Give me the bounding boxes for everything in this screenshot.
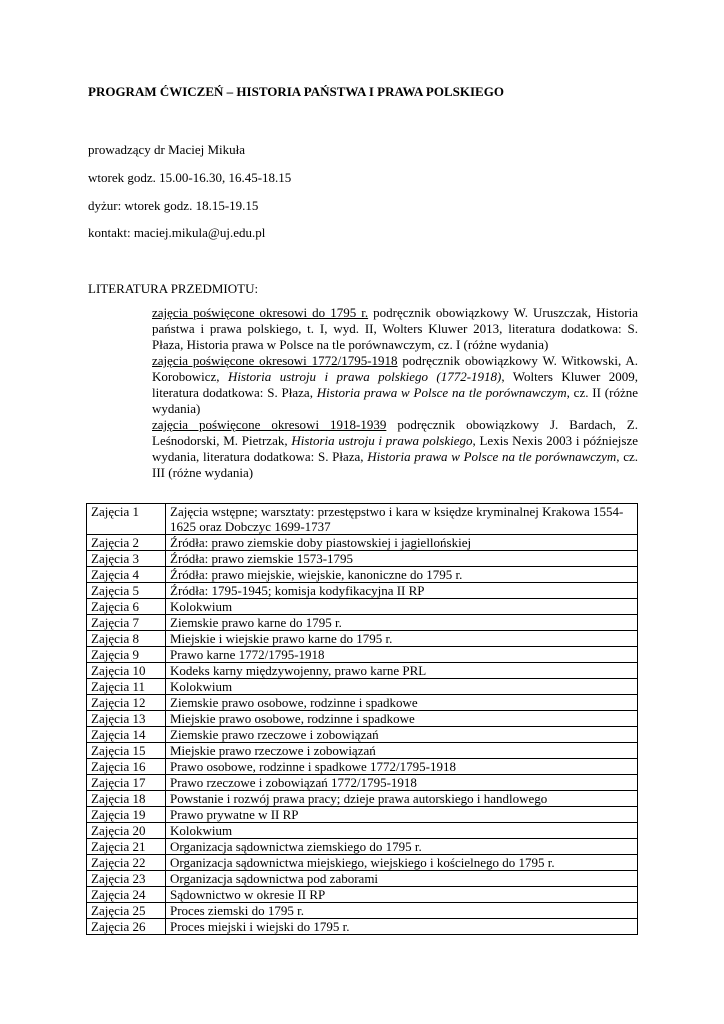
- literature-text: podręcznik obowiązkowy W. Witkowski, A. Korobowicz,: [152, 353, 638, 384]
- session-number-cell: Zajęcia 7: [87, 615, 166, 631]
- sessions-table-body: [87, 504, 638, 935]
- table-row: [87, 583, 638, 599]
- literature-period-label: zajęcia poświęcone okresowi 1918-1939: [152, 417, 387, 432]
- table-row: [87, 871, 638, 887]
- table-row: [87, 887, 638, 903]
- table-row: [87, 807, 638, 823]
- literature-list: [152, 305, 638, 481]
- session-number-cell: Zajęcia 14: [87, 727, 166, 743]
- session-number-cell: Zajęcia 10: [87, 663, 166, 679]
- table-row: [87, 823, 638, 839]
- literature-period-label: zajęcia poświęcone okresowi 1772/1795-1918: [152, 353, 398, 368]
- session-topic-cell: Prawo rzeczowe i zobowiązań 1772/1795-1918: [166, 775, 638, 791]
- literature-book-title: Historia ustroju i prawa polskiego: [291, 433, 473, 448]
- session-number-cell: Zajęcia 4: [87, 567, 166, 583]
- contact-line: kontakt: maciej.mikula@uj.edu.pl: [88, 225, 266, 240]
- table-row: [87, 695, 638, 711]
- literature-book-title: Historia prawa w Polsce na tle porównawczym: [316, 385, 567, 400]
- table-row: [87, 711, 638, 727]
- table-row: [87, 551, 638, 567]
- class-schedule-line: wtorek godz. 15.00-16.30, 16.45-18.15: [88, 170, 292, 185]
- literature-entry: [152, 417, 638, 481]
- table-row: [87, 919, 638, 935]
- session-topic-cell: Miejskie i wiejskie prawo karne do 1795 r.: [166, 631, 638, 647]
- session-number-cell: Zajęcia 26: [87, 919, 166, 935]
- literature-entry: [152, 353, 638, 417]
- session-number-cell: Zajęcia 20: [87, 823, 166, 839]
- literature-text: , cz. III (różne wydania): [152, 449, 638, 480]
- session-number-cell: Zajęcia 25: [87, 903, 166, 919]
- table-row: [87, 663, 638, 679]
- session-topic-cell: Ziemskie prawo rzeczowe i zobowiązań: [166, 727, 638, 743]
- literature-text: , Wolters Kluwer 2009, literatura dodatkowa: S. Płaza,: [152, 369, 638, 400]
- session-topic-cell: Źródła: prawo ziemskie doby piastowskiej i jagiellońskiej: [166, 535, 638, 551]
- session-number-cell: Zajęcia 8: [87, 631, 166, 647]
- session-number-cell: Zajęcia 16: [87, 759, 166, 775]
- literature-period-label: zajęcia poświęcone okresowi do 1795 r.: [152, 305, 369, 320]
- session-number-cell: Zajęcia 18: [87, 791, 166, 807]
- literature-book-title: Historia prawa w Polsce na tle porównawczym: [367, 449, 617, 464]
- session-number-cell: Zajęcia 2: [87, 535, 166, 551]
- session-topic-cell: Źródła: prawo ziemskie 1573-1795: [166, 551, 638, 567]
- session-topic-cell: Źródła: 1795-1945; komisja kodyfikacyjna II RP: [166, 583, 638, 599]
- session-number-cell: Zajęcia 3: [87, 551, 166, 567]
- session-number-cell: Zajęcia 12: [87, 695, 166, 711]
- table-row: [87, 647, 638, 663]
- session-topic-cell: Prawo osobowe, rodzinne i spadkowe 1772/1795-1918: [166, 759, 638, 775]
- session-topic-cell: Proces miejski i wiejski do 1795 r.: [166, 919, 638, 935]
- table-row: [87, 727, 638, 743]
- literature-text: , Lexis Nexis 2003 i późniejsze wydania, literatura dodatkowa: S. Płaza,: [152, 433, 639, 464]
- session-number-cell: Zajęcia 19: [87, 807, 166, 823]
- session-number-cell: Zajęcia 15: [87, 743, 166, 759]
- session-number-cell: Zajęcia 9: [87, 647, 166, 663]
- session-number-cell: Zajęcia 1: [87, 504, 166, 535]
- instructor-line: prowadzący dr Maciej Mikuła: [88, 142, 246, 157]
- session-topic-cell: Miejskie prawo rzeczowe i zobowiązań: [166, 743, 638, 759]
- literature-entry: [152, 305, 638, 353]
- literature-text: podręcznik obowiązkowy J. Bardach, Z. Leśnodorski, M. Pietrzak,: [152, 417, 638, 448]
- session-topic-cell: Organizacja sądownictwa miejskiego, wiejskiego i kościelnego do 1795 r.: [166, 855, 638, 871]
- session-number-cell: Zajęcia 23: [87, 871, 166, 887]
- table-row: [87, 567, 638, 583]
- table-row: [87, 743, 638, 759]
- session-number-cell: Zajęcia 17: [87, 775, 166, 791]
- session-topic-cell: Prawo karne 1772/1795-1918: [166, 647, 638, 663]
- page-title: PROGRAM ĆWICZEŃ – HISTORIA PAŃSTWA I PRAWA POLSKIEGO: [88, 84, 504, 99]
- session-topic-cell: Miejskie prawo osobowe, rodzinne i spadkowe: [166, 711, 638, 727]
- session-number-cell: Zajęcia 21: [87, 839, 166, 855]
- table-row: [87, 839, 638, 855]
- session-topic-cell: Kolokwium: [166, 823, 638, 839]
- session-topic-cell: Powstanie i rozwój prawa pracy; dzieje prawa autorskiego i handlowego: [166, 791, 638, 807]
- table-row: [87, 791, 638, 807]
- table-row: [87, 615, 638, 631]
- literature-text: podręcznik obowiązkowy W. Uruszczak, Historia państwa i prawa polskiego, t. I, wyd. II, Wolters Kluwer 2013, literatura dodatkowa: S. Płaza, Historia prawa w Polsce na tle porównawczym, cz. I (różne wydania): [152, 305, 639, 352]
- table-row: [87, 855, 638, 871]
- table-row: [87, 775, 638, 791]
- table-row: [87, 599, 638, 615]
- table-row: [87, 679, 638, 695]
- session-topic-cell: Proces ziemski do 1795 r.: [166, 903, 638, 919]
- session-topic-cell: Zajęcia wstępne; warsztaty: przestępstwo i kara w księdze kryminalnej Krakowa 1554-1625 oraz Dobczyc 1699-1737: [166, 504, 638, 535]
- table-row: [87, 631, 638, 647]
- literature-heading: LITERATURA PRZEDMIOTU:: [88, 281, 259, 296]
- sessions-table: [86, 503, 638, 935]
- session-topic-cell: Organizacja sądownictwa pod zaborami: [166, 871, 638, 887]
- table-row: [87, 903, 638, 919]
- session-number-cell: Zajęcia 5: [87, 583, 166, 599]
- table-row: [87, 759, 638, 775]
- session-topic-cell: Kolokwium: [166, 679, 638, 695]
- session-topic-cell: Ziemskie prawo osobowe, rodzinne i spadkowe: [166, 695, 638, 711]
- session-number-cell: Zajęcia 13: [87, 711, 166, 727]
- session-number-cell: Zajęcia 11: [87, 679, 166, 695]
- literature-text: , cz. II (różne wydania): [152, 385, 638, 416]
- session-topic-cell: Sądownictwo w okresie II RP: [166, 887, 638, 903]
- table-row: [87, 535, 638, 551]
- session-topic-cell: Kolokwium: [166, 599, 638, 615]
- session-topic-cell: Ziemskie prawo karne do 1795 r.: [166, 615, 638, 631]
- session-number-cell: Zajęcia 24: [87, 887, 166, 903]
- table-row: [87, 504, 638, 535]
- office-hours-line: dyżur: wtorek godz. 18.15-19.15: [88, 198, 259, 213]
- session-topic-cell: Źródła: prawo miejskie, wiejskie, kanoniczne do 1795 r.: [166, 567, 638, 583]
- session-topic-cell: Organizacja sądownictwa ziemskiego do 1795 r.: [166, 839, 638, 855]
- session-number-cell: Zajęcia 6: [87, 599, 166, 615]
- session-topic-cell: Prawo prywatne w II RP: [166, 807, 638, 823]
- session-number-cell: Zajęcia 22: [87, 855, 166, 871]
- session-topic-cell: Kodeks karny międzywojenny, prawo karne PRL: [166, 663, 638, 679]
- literature-book-title: Historia ustroju i prawa polskiego (1772-1918): [227, 369, 502, 384]
